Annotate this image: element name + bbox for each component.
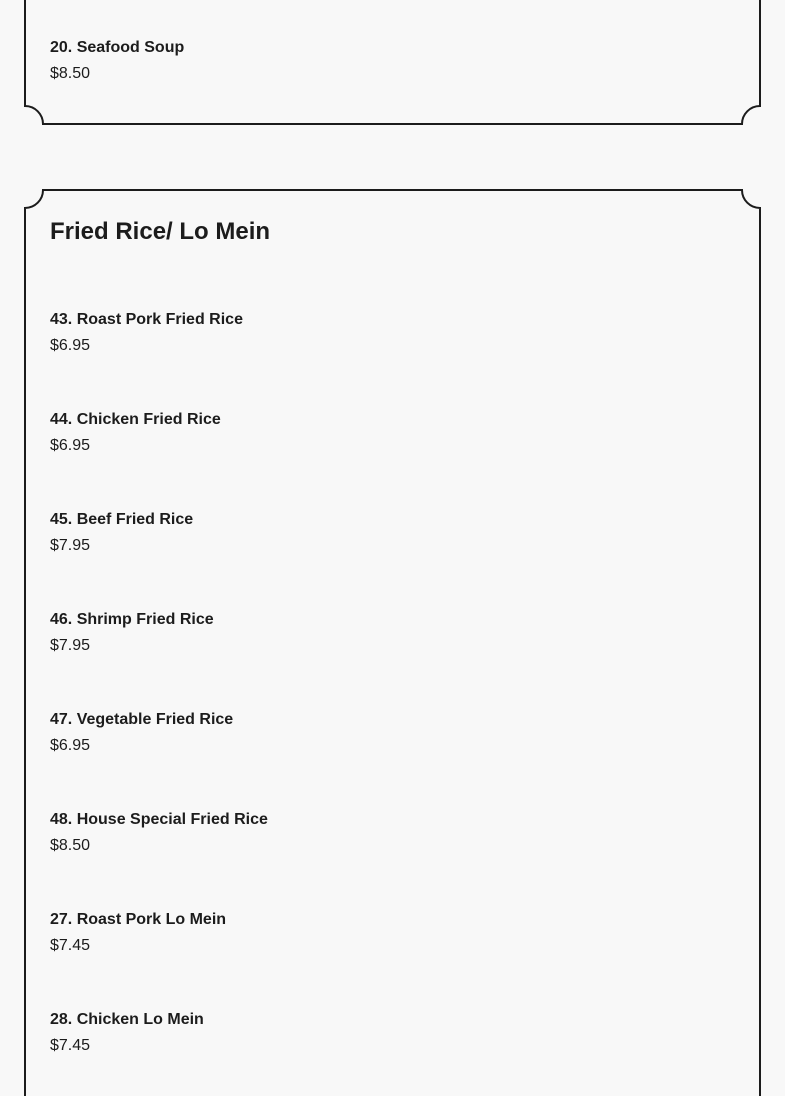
- menu-item-price: $7.95: [50, 537, 91, 554]
- menu-item[interactable]: [50, 410, 221, 456]
- menu-item[interactable]: [50, 810, 268, 856]
- menu-item-name: 45. Beef Fried Rice: [50, 511, 194, 528]
- menu-item-price: $8.50: [50, 65, 91, 82]
- menu-item[interactable]: [50, 1010, 204, 1056]
- menu-item-name: 46. Shrimp Fried Rice: [50, 611, 214, 628]
- menu-item[interactable]: [50, 710, 233, 756]
- menu-item-name: 27. Roast Pork Lo Mein: [50, 911, 227, 928]
- menu-item-price: $7.45: [50, 937, 91, 954]
- menu-item[interactable]: [50, 610, 214, 656]
- section-title: Fried Rice/ Lo Mein: [50, 218, 271, 245]
- menu-item-name: 20. Seafood Soup: [50, 39, 185, 56]
- menu-item[interactable]: [50, 310, 243, 356]
- menu-item-price: $7.95: [50, 637, 91, 654]
- menu-item-price: $8.50: [50, 837, 91, 854]
- menu-item-name: 48. House Special Fried Rice: [50, 811, 268, 828]
- menu-item-name: 44. Chicken Fried Rice: [50, 411, 221, 428]
- menu-item[interactable]: [50, 510, 193, 556]
- menu-item-name: 43. Roast Pork Fried Rice: [50, 311, 243, 328]
- menu-item-price: $6.95: [50, 437, 91, 454]
- menu-item-price: $7.45: [50, 1037, 91, 1054]
- menu-item-name: 28. Chicken Lo Mein: [50, 1011, 204, 1028]
- menu-item[interactable]: [50, 910, 226, 956]
- menu-item-name: 47. Vegetable Fried Rice: [50, 711, 234, 728]
- menu-item-price: $6.95: [50, 337, 91, 354]
- menu-item[interactable]: [50, 38, 184, 84]
- menu-item-price: $6.95: [50, 737, 91, 754]
